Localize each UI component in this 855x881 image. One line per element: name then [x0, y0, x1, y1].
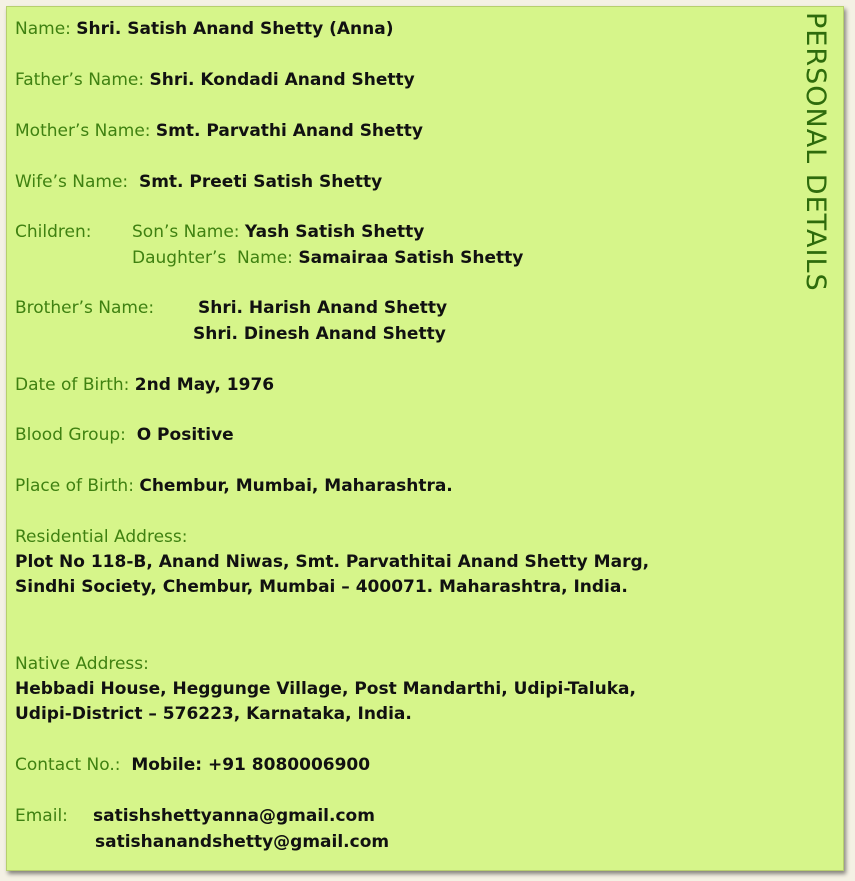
brother-name-value: Shri. Harish Anand Shetty [198, 298, 448, 318]
father-name-label: Father’s Name: [15, 70, 145, 90]
native-address-field [15, 652, 636, 727]
blood-group-field [15, 423, 234, 448]
dob-label: Date of Birth: [15, 375, 130, 395]
email-field [15, 804, 815, 856]
son-label: Son’s Name: [132, 222, 240, 242]
name-field [15, 17, 393, 42]
brother-name-field [15, 296, 815, 348]
contact-field [15, 753, 370, 778]
wife-name-label: Wife’s Name: [15, 172, 129, 192]
name-label: Name: [15, 19, 71, 39]
native-address-line: Udipi-District – 576223, Karnataka, India. [15, 704, 412, 724]
daughter-row [132, 246, 523, 271]
dob-field [15, 373, 274, 398]
email-link[interactable]: satishanandshetty@gmail.com [95, 832, 390, 852]
contact-value: Mobile: +91 8080006900 [131, 755, 371, 775]
mother-name-label: Mother’s Name: [15, 121, 151, 141]
pob-field [15, 474, 453, 499]
contact-label: Contact No.: [15, 755, 121, 775]
email-link[interactable]: satishshettyanna@gmail.com [93, 806, 375, 826]
dob-value: 2nd May, 1976 [134, 375, 275, 395]
son-value: Yash Satish Shetty [244, 222, 425, 242]
blood-group-value: O Positive [136, 425, 234, 445]
residential-address-label: Residential Address: [15, 527, 188, 547]
father-name-value: Shri. Kondadi Anand Shetty [149, 70, 415, 90]
section-title: PERSONAL DETAILS [800, 12, 831, 292]
father-name-field [15, 68, 415, 93]
name-value: Shri. Satish Anand Shetty (Anna) [76, 19, 394, 39]
residential-address-line: Plot No 118-B, Anand Niwas, Smt. Parvathitai Anand Shetty Marg, [15, 552, 650, 572]
son-row [132, 220, 424, 245]
residential-address-field [15, 525, 649, 600]
email-label: Email: [15, 806, 68, 826]
native-address-label: Native Address: [15, 654, 149, 674]
native-address-line: Hebbadi House, Heggunge Village, Post Mandarthi, Udipi-Taluka, [15, 679, 636, 699]
residential-address-line: Sindhi Society, Chembur, Mumbai – 400071. Maharashtra, India. [15, 577, 628, 597]
mother-name-field [15, 119, 423, 144]
wife-name-value: Smt. Preeti Satish Shetty [138, 172, 383, 192]
pob-value: Chembur, Mumbai, Maharashtra. [139, 476, 453, 496]
brother-name-value: Shri. Dinesh Anand Shetty [193, 324, 446, 344]
children-label: Children: [15, 222, 92, 242]
daughter-value: Samairaa Satish Shetty [298, 248, 524, 268]
pob-label: Place of Birth: [15, 476, 134, 496]
wife-name-field [15, 170, 382, 195]
daughter-label: Daughter’s Name: [132, 248, 293, 268]
brother-name-label: Brother’s Name: [15, 298, 155, 318]
blood-group-label: Blood Group: [15, 425, 126, 445]
children-field [15, 220, 815, 272]
mother-name-value: Smt. Parvathi Anand Shetty [155, 121, 423, 141]
